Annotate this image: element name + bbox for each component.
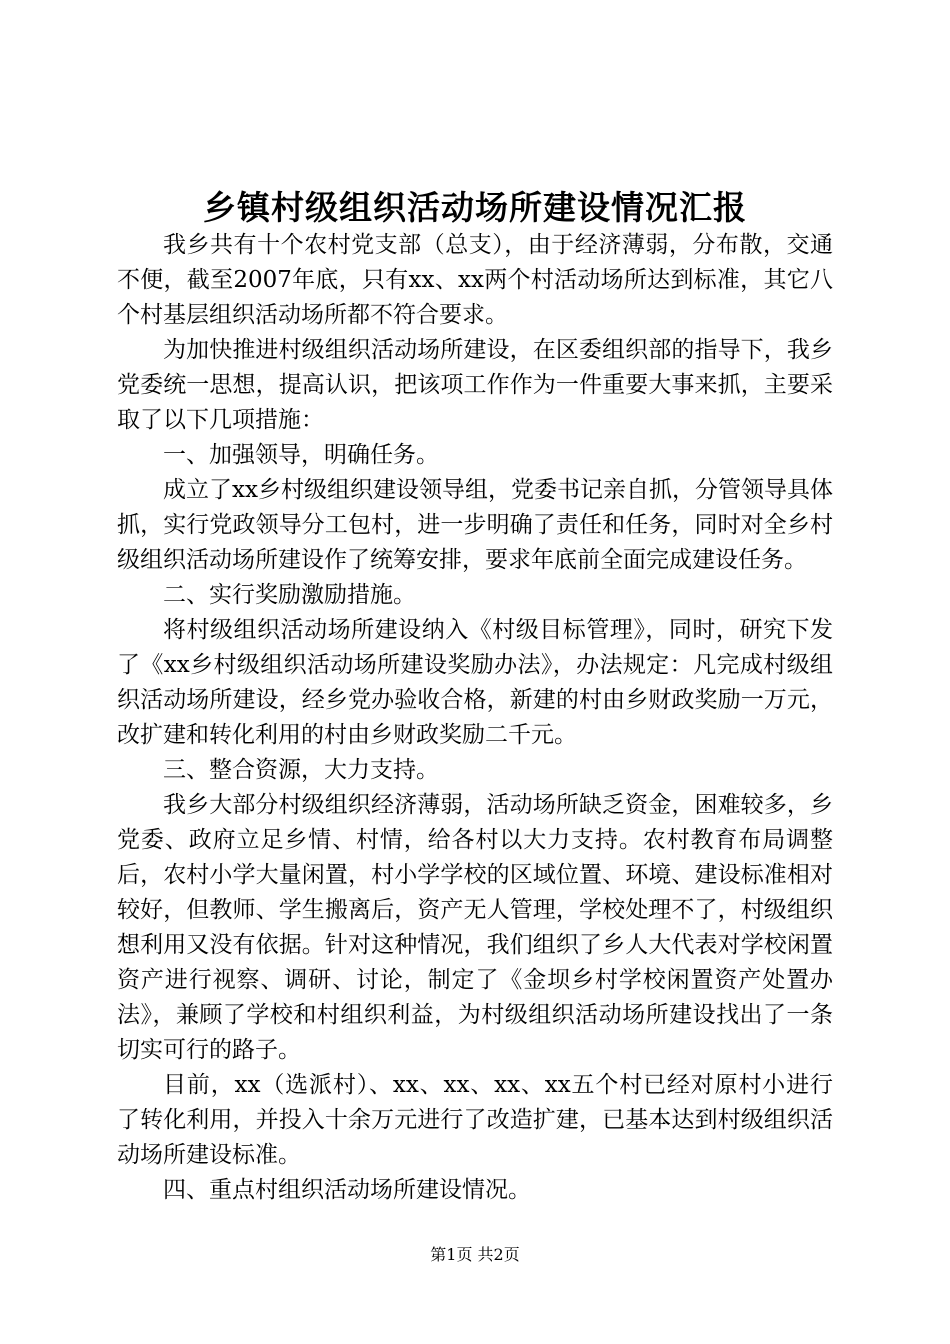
- paragraph: 目前，xx（选派村）、xx、xx、xx、xx五个村已经对原村小进行了转化利用，并投入十余万元进行了改造扩建，已基本达到村级组织活动场所建设标准。: [117, 1072, 833, 1168]
- section-heading: 二、实行奖励激励措施。: [163, 582, 416, 608]
- document-body: [117, 228, 833, 1208]
- section-heading: 一、加强领导，明确任务。: [163, 442, 439, 468]
- section-heading: 三、整合资源，大力支持。: [163, 757, 439, 783]
- paragraph: 我乡共有十个农村党支部（总支），由于经济薄弱，分布散，交通不便，截至2007年底，只有xx、xx两个村活动场所达到标准，其它八个村基层组织活动场所都不符合要求。: [117, 232, 833, 328]
- section-heading: 四、重点村组织活动场所建设情况。: [163, 1177, 531, 1203]
- paragraph: 我乡大部分村级组织经济薄弱，活动场所缺乏资金，困难较多，乡党委、政府立足乡情、村情，给各村以大力支持。农村教育布局调整后，农村小学大量闲置，村小学学校的区域位置、环境、建设标准相对较好，但教师、学生搬离后，资产无人管理，学校处理不了，村级组织想利用又没有依据。针对这种情况，我们组织了乡人大代表对学校闲置资产进行视察、调研、讨论，制定了《金坝乡村学校闲置资产处置办法》，兼顾了学校和村组织利益，为村级组织活动场所建设找出了一条切实可行的路子。: [117, 792, 833, 1063]
- paragraph: 成立了xx乡村级组织建设领导组，党委书记亲自抓，分管领导具体抓，实行党政领导分工包村，进一步明确了责任和任务，同时对全乡村级组织活动场所建设作了统筹安排，要求年底前全面完成建设任务。: [117, 477, 833, 573]
- paragraph: 为加快推进村级组织活动场所建设，在区委组织部的指导下，我乡党委统一思想，提高认识，把该项工作作为一件重要大事来抓，主要采取了以下几项措施：: [117, 337, 833, 433]
- document-title: 乡镇村级组织活动场所建设情况汇报: [203, 188, 747, 227]
- paragraph: 将村级组织活动场所建设纳入《村级目标管理》，同时，研究下发了《xx乡村级组织活动场所建设奖励办法》，办法规定：凡完成村级组织活动场所建设，经乡党办验收合格，新建的村由乡财政奖励一万元，改扩建和转化利用的村由乡财政奖励二千元。: [117, 617, 833, 748]
- page-footer: 第1页 共2页: [430, 1245, 520, 1264]
